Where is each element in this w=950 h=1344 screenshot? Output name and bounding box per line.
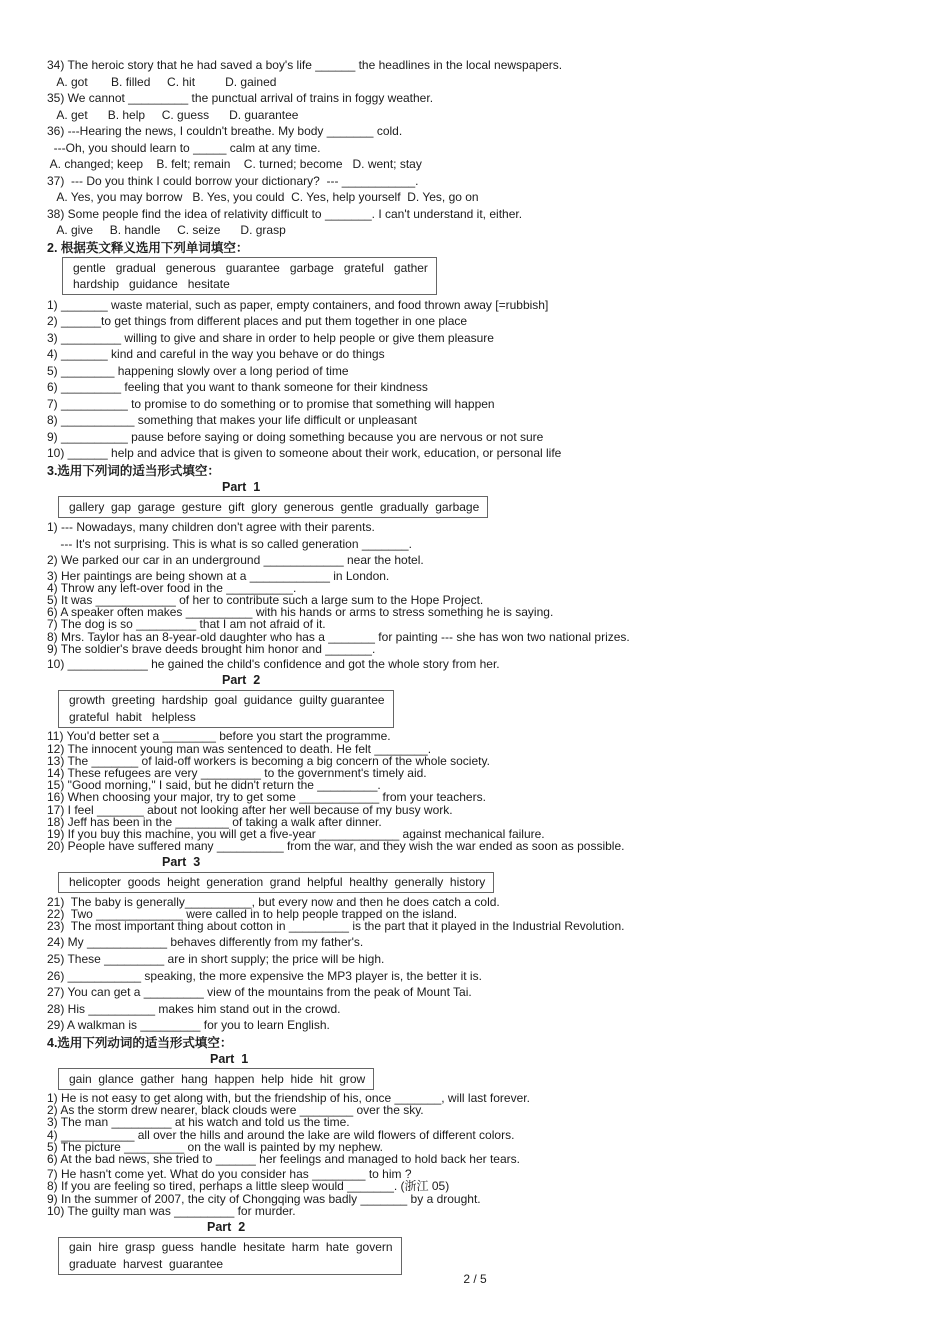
- text-line: 34) The heroic story that he had saved a boy's life ______ the headlines in the local newspapers.: [47, 58, 563, 72]
- word-bank-line: helicopter goods height generation grand helpful healthy generally history: [69, 875, 486, 890]
- text-line: A. get B. help C. guess D. guarantee: [47, 107, 299, 122]
- page-number: 2 / 5: [463, 1272, 487, 1286]
- text-line: 35) We cannot _________ the punctual arrival of trains in foggy weather.: [47, 91, 434, 105]
- text-line: 11) You'd better set a ________ before you start the programme.: [47, 729, 391, 744]
- text-line: 10) The guilty man was _________ for murder.: [47, 1203, 296, 1218]
- text-line: 13) The _______ of laid-off workers is becoming a big concern of the whole society.: [47, 753, 490, 768]
- text-line: A. Yes, you may borrow B. Yes, you could C. Yes, help yourself D. Yes, go on: [47, 190, 479, 204]
- text-line: 38) Some people find the idea of relativity difficult to _______. I can't understand it, either.: [47, 206, 523, 221]
- word-bank-line: gain hire grasp guess handle hesitate harm hate govern: [69, 1240, 393, 1255]
- word-bank-line: gain glance gather hang happen help hide hit grow: [69, 1071, 366, 1086]
- word-bank-line: growth greeting hardship goal guidance guilty guarantee: [69, 693, 385, 708]
- text-line: 8) ___________ something that makes your life difficult or unpleasant: [47, 413, 418, 427]
- part-label: Part 1: [210, 1051, 249, 1066]
- part-label: Part 1: [222, 479, 261, 494]
- text-line: 5) The picture _________ on the wall is painted by my nephew.: [47, 1139, 383, 1154]
- text-line: 3) _________ willing to give and share in order to help people or give them pleasure: [47, 330, 494, 345]
- text-line: A. got B. filled C. hit D. gained: [47, 74, 277, 89]
- text-line: 7) He hasn't come yet. What do you consider has ________ to him ?: [47, 1167, 412, 1182]
- text-line: 25) These _________ are in short supply; the price will be high.: [47, 951, 385, 966]
- text-line: 10) ______ help and advice that is given to someone about their work, education, or personal life: [47, 446, 562, 460]
- text-line: 22) Two _____________ were called in to help people trapped on the island.: [47, 907, 458, 922]
- text-line: 12) The innocent young man was sentenced to death. He felt ________.: [47, 741, 432, 756]
- text-line: 26) ___________ speaking, the more expensive the MP3 player is, the better it is.: [47, 968, 482, 983]
- text-line: 36) ---Hearing the news, I couldn't breathe. My body _______ cold.: [47, 124, 403, 138]
- section-heading: 3.选用下列词的适当形式填空：: [47, 463, 220, 478]
- text-line: 7) __________ to promise to do something or to promise that something will happen: [47, 396, 495, 411]
- text-line: 2) ______to get things from different places and put them together in one place: [47, 314, 468, 328]
- text-line: 8) Mrs. Taylor has an 8-year-old daughter who has a _______ for painting --- she has won two national prizes.: [47, 629, 630, 644]
- text-line: 9) __________ pause before saying or doing something because you are nervous or not sure: [47, 429, 544, 444]
- text-line: 3) Her paintings are being shown at a ____________ in London.: [47, 568, 390, 583]
- text-line: 9) The soldier's brave deeds brought him honor and _______.: [47, 641, 376, 656]
- part-label: Part 3: [162, 855, 201, 870]
- document-content: [47, 58, 934, 1277]
- word-bank-line: gallery gap garage gesture gift glory generous gentle gradually garbage: [69, 499, 480, 514]
- section-heading: 2. 根据英文释义选用下列单词填空：: [47, 240, 249, 255]
- part-label: Part 2: [222, 673, 261, 688]
- text-line: 1) --- Nowadays, many children don't agree with their parents.: [47, 520, 375, 534]
- text-line: 6) A speaker often makes __________ with his hands or arms to stress something he is saying.: [47, 605, 554, 620]
- text-line: 17) I feel _______ about not looking after her well because of my busy work.: [47, 802, 453, 817]
- text-line: 20) People have suffered many __________ from the war, and they wish the war ended as soon as possible.: [47, 839, 625, 854]
- word-bank-line: hardship guidance hesitate: [73, 277, 230, 291]
- text-line: 15) "Good morning," I said, but he didn't return the _________.: [47, 778, 381, 793]
- text-line: 1) He is not easy to get along with, but the friendship of his, once _______, will last forever.: [47, 1091, 530, 1106]
- text-line: 6) _________ feeling that you want to thank someone for their kindness: [47, 380, 428, 394]
- word-bank-box: [58, 872, 494, 894]
- text-line: 7) The dog is so _________ that I am not afraid of it.: [47, 617, 326, 632]
- text-line: 8) If you are feeling so tired, perhaps a little sleep would _______. (浙江 05): [47, 1179, 450, 1194]
- text-line: 4) Throw any left-over food in the __________.: [47, 580, 297, 595]
- text-line: 4) ___________ all over the hills and around the lake are wild flowers of different colors.: [47, 1127, 515, 1142]
- text-line: 27) You can get a _________ view of the mountains from the peak of Mount Tai.: [47, 985, 472, 1000]
- text-line: 6) At the bad news, she tried to ______ her feelings and managed to hold back her tears.: [47, 1152, 520, 1167]
- text-line: 4) _______ kind and careful in the way you behave or do things: [47, 347, 385, 361]
- text-line: 10) ____________ he gained the child's confidence and got the whole story from her.: [47, 656, 500, 671]
- text-line: 5) It was ____________ of her to contribute such a large sum to the Hope Project.: [47, 592, 484, 607]
- word-bank-box: [58, 1237, 402, 1275]
- text-line: 14) These refugees are very _________ to the government's timely aid.: [47, 766, 427, 781]
- text-line: 2) We parked our car in an underground ____________ near the hotel.: [47, 553, 424, 567]
- text-line: 3) The man _________ at his watch and told us the time.: [47, 1115, 350, 1130]
- text-line: A. give B. handle C. seize D. grasp: [47, 223, 286, 237]
- text-line: 18) Jeff has been in the ________ of taking a walk after dinner.: [47, 814, 382, 829]
- text-line: 29) A walkman is _________ for you to learn English.: [47, 1018, 330, 1033]
- text-line: 23) The most important thing about cotton in _________ is the part that it played in the Industrial Revolution.: [47, 919, 625, 934]
- word-bank-box: [58, 496, 488, 518]
- text-line: 19) If you buy this machine, you will get a five-year ____________ against mechanical failure.: [47, 827, 545, 842]
- word-bank-line: graduate harvest guarantee: [69, 1256, 224, 1271]
- text-line: --- It's not surprising. This is what is so called generation _______.: [47, 536, 412, 551]
- word-bank-box: [62, 257, 437, 295]
- part-label: Part 2: [207, 1220, 246, 1235]
- word-bank-line: grateful habit helpless: [69, 709, 196, 724]
- text-line: 16) When choosing your major, try to get some ____________ from your teachers.: [47, 790, 486, 805]
- text-line: 21) The baby is generally__________, but every now and then he does catch a cold.: [47, 894, 500, 909]
- section-heading: 4.选用下列动词的适当形式填空：: [47, 1035, 233, 1050]
- text-line: 9) In the summer of 2007, the city of Chongqing was badly _______ by a drought.: [47, 1191, 481, 1206]
- text-line: ---Oh, you should learn to _____ calm at any time.: [47, 140, 321, 155]
- word-bank-box: [58, 1068, 374, 1090]
- word-bank-box: [58, 690, 394, 728]
- word-bank-line: gentle gradual generous guarantee garbage grateful gather: [73, 260, 428, 275]
- text-line: 37) --- Do you think I could borrow your dictionary? --- ___________.: [47, 173, 419, 188]
- text-line: 1) _______ waste material, such as paper, empty containers, and food thrown away [=rubbish]: [47, 297, 549, 312]
- text-line: 2) As the storm drew nearer, black clouds were ________ over the sky.: [47, 1103, 424, 1118]
- text-line: 24) My ____________ behaves differently from my father's.: [47, 934, 364, 949]
- text-line: A. changed; keep B. felt; remain C. turned; become D. went; stay: [47, 157, 422, 171]
- text-line: 5) ________ happening slowly over a long period of time: [47, 363, 349, 378]
- text-line: 28) His __________ makes him stand out in the crowd.: [47, 1001, 341, 1016]
